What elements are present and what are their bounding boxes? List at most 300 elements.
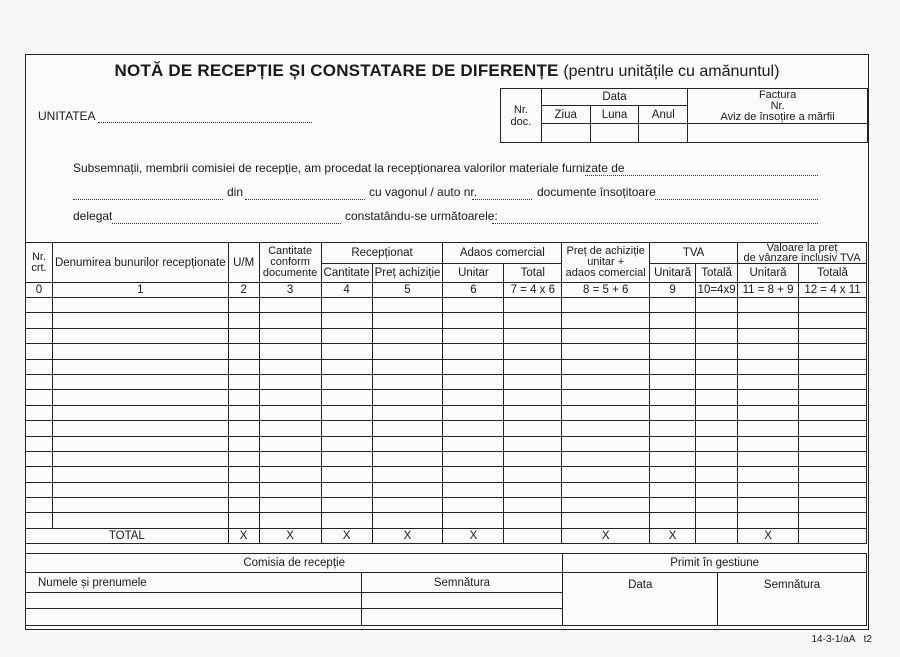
constatari-field[interactable] <box>492 222 818 224</box>
total-cell: X <box>650 528 696 543</box>
um-header: U/M <box>228 243 259 283</box>
tva-header: TVA <box>650 243 738 264</box>
table-row <box>26 298 867 313</box>
table-cell[interactable] <box>443 313 504 328</box>
table-cell[interactable] <box>228 374 259 389</box>
table-cell[interactable] <box>259 467 321 482</box>
table-cell[interactable] <box>52 298 228 313</box>
table-cell[interactable] <box>799 467 867 482</box>
table-cell[interactable] <box>321 390 372 405</box>
table-row <box>26 313 867 328</box>
table-cell[interactable] <box>738 451 799 466</box>
table-cell[interactable] <box>52 482 228 497</box>
table-cell[interactable] <box>738 374 799 389</box>
table-cell[interactable] <box>26 344 53 359</box>
table-cell[interactable] <box>52 390 228 405</box>
semnatura-header: Semnătura <box>361 573 563 593</box>
table-cell[interactable] <box>321 313 372 328</box>
table-cell[interactable] <box>259 298 321 313</box>
column-number-cell: 6 <box>443 283 504 298</box>
table-cell[interactable] <box>228 405 259 420</box>
table-cell[interactable] <box>52 451 228 466</box>
table-cell[interactable] <box>372 344 443 359</box>
table-row <box>26 390 867 405</box>
luna-header: Luna <box>590 106 639 124</box>
unitatea-field[interactable] <box>98 121 312 123</box>
comisia-member-2[interactable] <box>26 609 362 626</box>
aviz-label: Aviz de însoțire a mărfii <box>720 110 835 123</box>
receipt-form <box>25 54 869 630</box>
table-cell[interactable] <box>738 482 799 497</box>
table-cell[interactable] <box>26 328 53 343</box>
table-cell[interactable] <box>562 359 650 374</box>
table-cell[interactable] <box>52 467 228 482</box>
column-number-cell: 7 = 4 x 6 <box>504 283 562 298</box>
table-cell[interactable] <box>372 405 443 420</box>
table-cell[interactable] <box>228 359 259 374</box>
table-cell[interactable] <box>321 374 372 389</box>
table-cell[interactable] <box>696 359 738 374</box>
total-cell: X <box>738 528 799 543</box>
table-cell[interactable] <box>228 513 259 528</box>
table-cell[interactable] <box>26 482 53 497</box>
table-cell[interactable] <box>228 313 259 328</box>
table-cell[interactable] <box>650 359 696 374</box>
anul-header: Anul <box>639 106 688 124</box>
table-cell[interactable] <box>650 344 696 359</box>
table-cell[interactable] <box>696 421 738 436</box>
table-cell[interactable] <box>650 467 696 482</box>
table-cell[interactable] <box>259 421 321 436</box>
furnizor-cont-field[interactable] <box>73 198 223 200</box>
table-cell[interactable] <box>738 313 799 328</box>
table-cell[interactable] <box>259 405 321 420</box>
valoare-header: Valoare la preț de vânzare inclusiv TVA <box>738 243 867 264</box>
table-cell[interactable] <box>562 436 650 451</box>
table-cell[interactable] <box>52 359 228 374</box>
table-cell[interactable] <box>228 344 259 359</box>
luna-field[interactable] <box>590 124 639 143</box>
table-cell[interactable] <box>321 421 372 436</box>
comisia-sign-1[interactable] <box>361 593 563 609</box>
table-cell[interactable] <box>372 313 443 328</box>
table-cell[interactable] <box>738 467 799 482</box>
table-cell[interactable] <box>650 298 696 313</box>
table-cell[interactable] <box>799 359 867 374</box>
total-cell: X <box>321 528 372 543</box>
table-cell[interactable] <box>26 313 53 328</box>
table-cell[interactable] <box>26 374 53 389</box>
column-number-cell: 10=4x9 <box>697 284 736 296</box>
table-cell[interactable] <box>504 482 562 497</box>
table-cell[interactable] <box>372 513 443 528</box>
column-number-cell: 3 <box>259 283 321 298</box>
table-cell[interactable] <box>52 421 228 436</box>
factura-label: Factura <box>758 88 797 101</box>
column-number-cell: 8 = 5 + 6 <box>562 283 650 298</box>
total-cell: X <box>259 528 321 543</box>
table-cell[interactable] <box>26 405 53 420</box>
table-cell[interactable] <box>228 498 259 513</box>
column-number-cell: 12 = 4 x 11 <box>799 283 867 298</box>
table-cell[interactable] <box>372 498 443 513</box>
table-cell[interactable] <box>738 436 799 451</box>
primit-header: Primit în gestiune <box>563 554 867 573</box>
constatandu-label: constatându-se următoarele: <box>345 209 498 223</box>
comisia-header: Comisia de recepție <box>26 554 563 573</box>
adaos-unitar-header: Unitar <box>443 264 504 283</box>
table-cell[interactable] <box>52 328 228 343</box>
table-cell[interactable] <box>372 390 443 405</box>
table-cell[interactable] <box>696 405 738 420</box>
column-numbers-row <box>26 283 867 298</box>
table-cell[interactable] <box>321 344 372 359</box>
table-cell[interactable] <box>259 359 321 374</box>
table-cell[interactable] <box>799 313 867 328</box>
table-cell[interactable] <box>650 405 696 420</box>
pret-unitar-header: Preț de achiziție unitar + adaos comercial <box>562 243 650 283</box>
table-cell[interactable] <box>52 436 228 451</box>
table-cell[interactable] <box>650 390 696 405</box>
table-cell[interactable] <box>372 482 443 497</box>
table-cell[interactable] <box>562 405 650 420</box>
table-row <box>26 328 867 343</box>
table-cell[interactable] <box>799 405 867 420</box>
table-cell[interactable] <box>799 328 867 343</box>
table-cell[interactable] <box>504 359 562 374</box>
comisia-member-1[interactable] <box>26 593 362 609</box>
form-title-suffix: (pentru unitățile cu amănuntul) <box>563 63 780 80</box>
table-cell[interactable] <box>504 421 562 436</box>
table-cell[interactable] <box>650 451 696 466</box>
table-cell[interactable] <box>562 451 650 466</box>
table-cell[interactable] <box>799 374 867 389</box>
factura-nr-label: Nr. <box>770 99 785 112</box>
valoare-unitara-header: Unitară <box>738 264 799 283</box>
table-cell[interactable] <box>696 328 738 343</box>
table-cell[interactable] <box>372 328 443 343</box>
table-row <box>26 498 867 513</box>
table-cell[interactable] <box>321 482 372 497</box>
table-cell[interactable] <box>738 328 799 343</box>
total-cell[interactable] <box>799 528 867 543</box>
table-cell[interactable] <box>443 374 504 389</box>
delegat-label: delegat <box>73 209 113 223</box>
table-cell[interactable] <box>26 390 53 405</box>
table-cell[interactable] <box>504 405 562 420</box>
table-cell[interactable] <box>650 498 696 513</box>
tva-unitara-header: Unitară <box>650 264 696 283</box>
table-cell[interactable] <box>259 390 321 405</box>
table-cell[interactable] <box>650 421 696 436</box>
table-cell[interactable] <box>26 359 53 374</box>
column-number-cell: 1 <box>52 283 228 298</box>
table-cell[interactable] <box>259 482 321 497</box>
table-cell[interactable] <box>696 390 738 405</box>
table-cell[interactable] <box>696 436 738 451</box>
table-row <box>26 359 867 374</box>
table-cell[interactable] <box>52 374 228 389</box>
table-cell[interactable] <box>259 344 321 359</box>
table-cell[interactable] <box>228 421 259 436</box>
total-label: TOTAL <box>26 528 229 543</box>
table-cell[interactable] <box>52 513 228 528</box>
table-cell[interactable] <box>443 451 504 466</box>
table-cell[interactable] <box>321 405 372 420</box>
total-cell[interactable] <box>696 528 738 543</box>
table-cell[interactable] <box>650 482 696 497</box>
table-cell[interactable] <box>504 436 562 451</box>
tva-totala-header: Totală <box>696 264 738 283</box>
footer-table <box>25 553 867 626</box>
denumirea-header: Denumirea bunurilor recepționate <box>52 243 228 283</box>
form-code-text: 14-3-1/aA <box>811 634 855 645</box>
table-cell[interactable] <box>650 436 696 451</box>
table-cell[interactable] <box>52 498 228 513</box>
table-cell[interactable] <box>562 513 650 528</box>
table-cell[interactable] <box>562 498 650 513</box>
nr-crt-header: Nr. crt. <box>26 243 53 283</box>
din-label: din <box>227 185 244 199</box>
table-cell[interactable] <box>259 374 321 389</box>
table-cell[interactable] <box>504 390 562 405</box>
table-cell[interactable] <box>562 421 650 436</box>
table-cell[interactable] <box>372 451 443 466</box>
table-row <box>26 467 867 482</box>
anul-field[interactable] <box>639 124 688 143</box>
table-cell[interactable] <box>443 405 504 420</box>
table-cell[interactable] <box>738 405 799 420</box>
table-cell[interactable] <box>504 451 562 466</box>
form-title-main: NOTĂ DE RECEPȚIE ȘI CONSTATARE DE DIFERENȚE <box>114 61 559 80</box>
table-cell[interactable] <box>562 482 650 497</box>
table-cell[interactable] <box>228 298 259 313</box>
table-row <box>26 436 867 451</box>
table-cell[interactable] <box>562 390 650 405</box>
table-cell[interactable] <box>738 421 799 436</box>
total-row <box>26 528 867 543</box>
table-cell[interactable] <box>321 436 372 451</box>
adaos-header: Adaos comercial <box>443 243 562 264</box>
table-cell[interactable] <box>259 513 321 528</box>
table-cell[interactable] <box>650 513 696 528</box>
pret-achizitie-header: Preț achiziție <box>372 264 443 283</box>
table-cell[interactable] <box>504 344 562 359</box>
table-cell[interactable] <box>738 513 799 528</box>
table-cell[interactable] <box>738 390 799 405</box>
table-cell[interactable] <box>696 467 738 482</box>
form-title <box>26 61 868 81</box>
table-cell[interactable] <box>696 298 738 313</box>
table-cell[interactable] <box>738 359 799 374</box>
table-cell[interactable] <box>228 451 259 466</box>
table-cell[interactable] <box>696 374 738 389</box>
table-row <box>26 482 867 497</box>
table-cell[interactable] <box>799 421 867 436</box>
column-number-cell: 5 <box>372 283 443 298</box>
table-cell[interactable] <box>321 467 372 482</box>
table-cell[interactable] <box>321 451 372 466</box>
table-cell[interactable] <box>504 374 562 389</box>
documente-label: documente însoțitoare <box>537 185 656 199</box>
table-cell[interactable] <box>259 328 321 343</box>
table-row <box>26 421 867 436</box>
semnatura-primit-header: Semnătura <box>718 573 867 626</box>
table-cell[interactable] <box>321 359 372 374</box>
table-cell[interactable] <box>321 498 372 513</box>
ziua-field[interactable] <box>541 124 590 143</box>
table-cell[interactable] <box>443 467 504 482</box>
nr-doc-header: Nr. doc. <box>501 89 542 143</box>
table-cell[interactable] <box>228 328 259 343</box>
numele-header: Numele și prenumele <box>26 573 362 593</box>
table-cell[interactable] <box>504 467 562 482</box>
table-cell[interactable] <box>228 467 259 482</box>
table-row <box>26 451 867 466</box>
table-cell[interactable] <box>650 313 696 328</box>
table-cell[interactable] <box>443 344 504 359</box>
data-primit-header: Data <box>563 573 718 626</box>
table-cell[interactable] <box>52 405 228 420</box>
vagon-field[interactable] <box>472 198 532 200</box>
table-cell[interactable] <box>321 298 372 313</box>
table-cell[interactable] <box>562 374 650 389</box>
unitatea-label: UNITATEA <box>38 109 96 123</box>
data-header: Data <box>541 89 687 106</box>
cantitate-header: Cantitate <box>321 264 372 283</box>
table-cell[interactable] <box>228 390 259 405</box>
table-cell[interactable] <box>696 513 738 528</box>
table-cell[interactable] <box>26 498 53 513</box>
table-cell[interactable] <box>259 313 321 328</box>
doc-box <box>500 88 868 143</box>
table-cell[interactable] <box>562 328 650 343</box>
total-cell: X <box>372 528 443 543</box>
table-cell[interactable] <box>799 513 867 528</box>
table-row <box>26 344 867 359</box>
table-cell[interactable] <box>696 482 738 497</box>
table-cell[interactable] <box>696 313 738 328</box>
page-marker: t2 <box>863 634 872 645</box>
table-cell[interactable] <box>799 390 867 405</box>
table-cell[interactable] <box>26 513 53 528</box>
din-field[interactable] <box>245 198 365 200</box>
table-cell[interactable] <box>443 328 504 343</box>
table-cell[interactable] <box>504 328 562 343</box>
table-cell[interactable] <box>738 344 799 359</box>
table-cell[interactable] <box>372 421 443 436</box>
delegat-field[interactable] <box>112 222 341 224</box>
vagon-label: cu vagonul / auto nr. <box>369 185 478 199</box>
table-cell[interactable] <box>26 421 53 436</box>
table-row <box>26 405 867 420</box>
table-cell[interactable] <box>372 298 443 313</box>
table-cell[interactable] <box>321 513 372 528</box>
declaration-text: Subsemnații, membrii comisiei de recepție, am procedat la recepționarea valorilor materiale furnizate de <box>73 161 625 175</box>
cant-doc-header: Cantitate conform documente <box>259 243 321 283</box>
table-cell[interactable] <box>738 498 799 513</box>
table-cell[interactable] <box>799 436 867 451</box>
table-cell[interactable] <box>504 298 562 313</box>
furnizor-field[interactable] <box>585 174 818 176</box>
table-cell[interactable] <box>372 467 443 482</box>
factura-header <box>688 89 868 124</box>
table-cell[interactable] <box>696 498 738 513</box>
table-cell[interactable] <box>650 374 696 389</box>
table-cell[interactable] <box>443 390 504 405</box>
total-cell: X <box>443 528 504 543</box>
table-cell[interactable] <box>799 482 867 497</box>
table-cell[interactable] <box>443 498 504 513</box>
column-number-cell: 11 = 8 + 9 <box>738 283 799 298</box>
table-cell[interactable] <box>696 451 738 466</box>
table-cell[interactable] <box>259 451 321 466</box>
factura-field[interactable] <box>688 124 868 143</box>
table-cell[interactable] <box>52 344 228 359</box>
documente-field[interactable] <box>655 198 818 200</box>
form-code <box>812 634 873 645</box>
table-cell[interactable] <box>372 436 443 451</box>
table-cell[interactable] <box>52 313 228 328</box>
column-number-cell: 0 <box>26 283 53 298</box>
table-cell[interactable] <box>562 344 650 359</box>
table-cell[interactable] <box>259 436 321 451</box>
table-cell[interactable] <box>443 436 504 451</box>
table-cell[interactable] <box>372 359 443 374</box>
table-cell[interactable] <box>799 344 867 359</box>
table-cell[interactable] <box>26 436 53 451</box>
total-cell[interactable] <box>504 528 562 543</box>
table-cell[interactable] <box>504 498 562 513</box>
receptionat-header: Recepționat <box>321 243 443 264</box>
table-cell[interactable] <box>696 344 738 359</box>
table-cell[interactable] <box>738 298 799 313</box>
table-cell[interactable] <box>321 328 372 343</box>
table-cell[interactable] <box>650 328 696 343</box>
table-cell[interactable] <box>372 374 443 389</box>
table-row <box>26 513 867 528</box>
table-cell[interactable] <box>799 298 867 313</box>
table-cell[interactable] <box>799 451 867 466</box>
table-cell[interactable] <box>26 451 53 466</box>
table-cell[interactable] <box>443 482 504 497</box>
table-cell[interactable] <box>562 467 650 482</box>
column-number-cell: 4 <box>321 283 372 298</box>
column-number-cell: 2 <box>228 283 259 298</box>
table-cell[interactable] <box>799 498 867 513</box>
table-cell[interactable] <box>443 513 504 528</box>
table-cell[interactable] <box>259 498 321 513</box>
table-cell[interactable] <box>443 421 504 436</box>
table-cell[interactable] <box>443 359 504 374</box>
goods-table <box>25 242 867 544</box>
table-cell[interactable] <box>504 313 562 328</box>
table-cell[interactable] <box>26 467 53 482</box>
valoare-totala-header: Totală <box>799 264 867 283</box>
adaos-total-header: Total <box>504 264 562 283</box>
table-cell[interactable] <box>504 513 562 528</box>
comisia-sign-2[interactable] <box>361 609 563 626</box>
table-cell[interactable] <box>228 482 259 497</box>
table-cell[interactable] <box>562 298 650 313</box>
table-cell[interactable] <box>228 436 259 451</box>
total-cell: X <box>228 528 259 543</box>
table-cell[interactable] <box>562 313 650 328</box>
table-cell[interactable] <box>26 298 53 313</box>
ziua-header: Ziua <box>541 106 590 124</box>
column-number-cell: 9 <box>650 283 696 298</box>
table-cell[interactable] <box>443 298 504 313</box>
